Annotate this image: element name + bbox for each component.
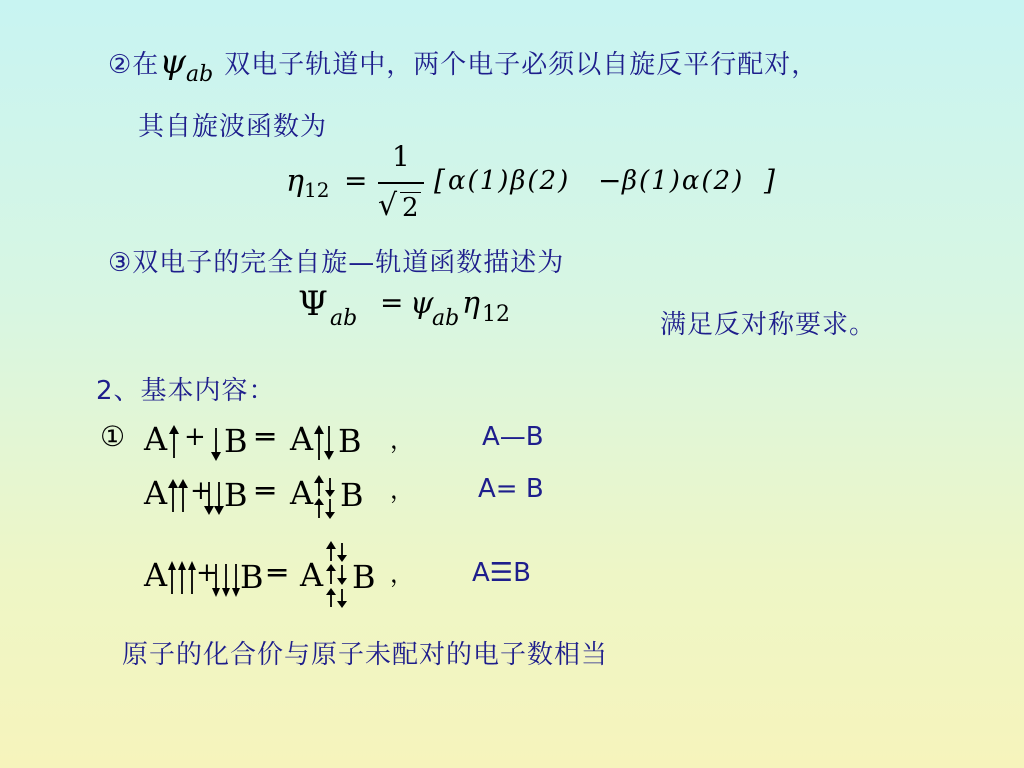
- equals-bar: ═: [268, 556, 287, 591]
- atom-a-right: A: [290, 474, 314, 512]
- atom-a-left: A: [144, 420, 168, 458]
- atom-a-right: A: [290, 420, 314, 458]
- term-alpha-beta: α(1)β(2): [448, 166, 571, 196]
- double-down-arrow-icon: [204, 480, 224, 516]
- psi-symbol: ψ: [159, 42, 186, 82]
- bracket-open: [: [434, 164, 445, 197]
- bond-result: A= B: [478, 474, 544, 504]
- term-beta-alpha: β(1)α(2): [622, 166, 745, 196]
- atom-b-left: B: [240, 558, 264, 596]
- fraction-numerator: 1: [392, 140, 410, 173]
- capital-psi: Ψ: [298, 284, 328, 324]
- equals-bar: ═: [256, 474, 275, 509]
- psi-symbol-2: ψ: [410, 286, 434, 321]
- line-1: [108, 42, 819, 87]
- conclusion: 原子的化合价与原子未配对的电子数相当: [122, 640, 609, 670]
- atom-a-left: A: [144, 556, 168, 594]
- down-arrow-icon: [210, 426, 222, 462]
- equals-sign-2: =: [380, 286, 404, 319]
- atom-a-right: A: [300, 556, 324, 594]
- double-up-arrow-icon: [168, 478, 188, 514]
- psi-subscript: ab: [185, 62, 214, 87]
- fraction-bar: [378, 182, 424, 184]
- equation-eta: [286, 140, 806, 234]
- bond-comma: ，: [390, 560, 414, 588]
- equals-bar: ═: [256, 420, 275, 455]
- bond-row-triple: [100, 540, 580, 610]
- atom-b-right: B: [352, 558, 376, 596]
- paired-arrows-icon: [314, 424, 334, 462]
- equals-sign: =: [344, 164, 368, 197]
- bond-result: A—B: [482, 422, 544, 452]
- bracket-close: ]: [764, 164, 775, 197]
- psi-subscript-2: ab: [432, 306, 460, 331]
- bond-row-double: [100, 472, 580, 520]
- capital-psi-subscript: ab: [330, 306, 358, 331]
- equation-psi: [298, 284, 558, 344]
- line-3: ③双电子的完全自旋—轨道函数描述为: [108, 248, 565, 278]
- antisymmetry-note: 满足反对称要求。: [660, 310, 877, 340]
- plus-sign: +: [196, 558, 218, 588]
- up-arrow-icon: [168, 424, 180, 460]
- bond-comma: ，: [390, 426, 414, 454]
- plus-sign: +: [184, 422, 206, 452]
- bond-row-single: [100, 420, 580, 464]
- two-pair-arrows-icon: [314, 474, 336, 520]
- atom-b-right: B: [340, 476, 364, 514]
- plus-sign: +: [190, 476, 212, 506]
- fraction-denominator: 2: [402, 193, 419, 223]
- atom-b-right: B: [338, 422, 362, 460]
- minus-sign: −: [598, 164, 622, 197]
- eta-symbol-2: η: [462, 286, 480, 321]
- bond-marker: ①: [100, 420, 126, 453]
- eta-symbol: η: [286, 164, 304, 199]
- three-pair-arrows-icon: [326, 540, 348, 610]
- sqrt-symbol: √: [378, 188, 398, 223]
- bond-result: A☰B: [472, 558, 531, 588]
- atom-b-left: B: [224, 422, 248, 460]
- triple-up-arrow-icon: [168, 560, 196, 596]
- section-heading: 2、基本内容：: [96, 376, 276, 406]
- line-1-rest: 双电子轨道中，两个电子必须以自旋反平行配对，: [224, 50, 819, 80]
- eta-subscript-2: 12: [482, 302, 510, 327]
- atom-b-left: B: [224, 476, 248, 514]
- atom-a-left: A: [144, 474, 168, 512]
- line-2: 其自旋波函数为: [138, 112, 328, 142]
- eta-subscript: 12: [304, 178, 330, 202]
- bond-comma: ，: [390, 476, 414, 504]
- line-1-prefix: ②在: [108, 50, 160, 80]
- triple-down-arrow-icon: [212, 562, 240, 598]
